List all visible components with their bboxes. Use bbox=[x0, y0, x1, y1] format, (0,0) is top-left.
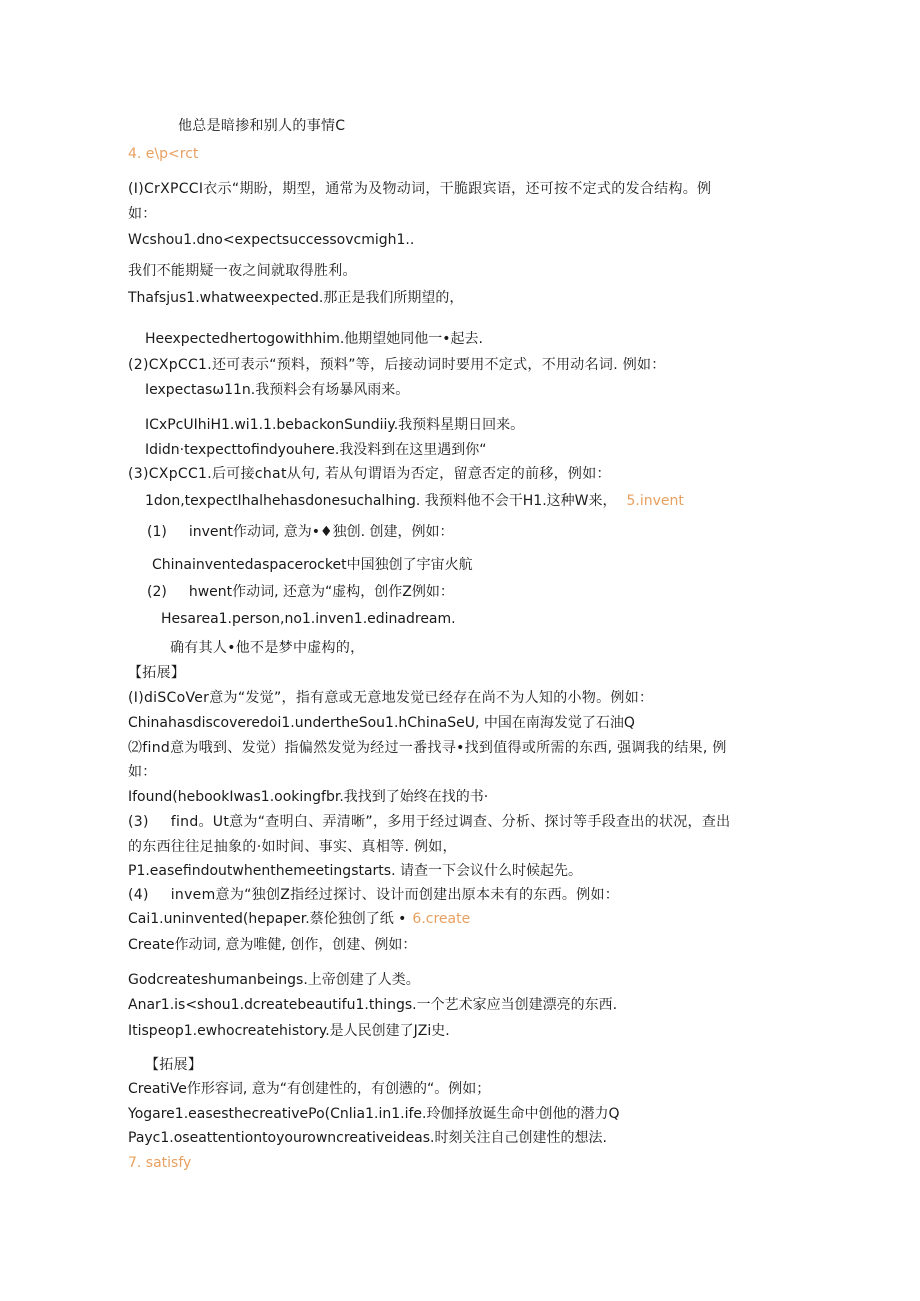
paragraph-line: Create作动词, 意为唯健, 创作，创建、例如： bbox=[128, 937, 417, 953]
example-sentence: Godcreateshumanbeings.上帝创建了人类。 bbox=[128, 972, 420, 988]
numbered-item bbox=[147, 523, 453, 541]
example-sentence: Wcshou1.dno<expectsuccessovcmigh1.. bbox=[128, 232, 415, 248]
example-sentence bbox=[145, 492, 684, 510]
section-heading-create: 6.create bbox=[412, 911, 471, 927]
paragraph-line: (3)CXpCC1.后可接chat从句, 若从句谓语为否定，留意否定的前移，例如： bbox=[128, 466, 611, 482]
example-sentence: Chinainventedaspacerocket中国独创了宇宙火航 bbox=[152, 557, 473, 573]
paragraph-line: CreatiVe作形容词, 意为“有创建性的，有创懑的“。例如； bbox=[128, 1081, 491, 1097]
example-translation: 我们不能期疑一夜之间就取得胜利。 bbox=[128, 263, 357, 279]
example-sentence: Yogare1.easesthecreativePo(Cnlia1.in1.ife.玲伽择放诞生命中创他的潜力Q bbox=[128, 1106, 620, 1122]
example-sentence: P1.easefindoutwhenthemeetingstarts. 请查一下会议什么时候起先。 bbox=[128, 863, 582, 879]
example-translation: 确有其人•他不是梦中虚构的， bbox=[170, 640, 365, 656]
item-text: find。Ut意为“查明白、弄清晰”，多用于经过调查、分析、探讨等手段查出的状况，查出 bbox=[170, 814, 731, 830]
example-sentence: Itispeop1.ewhocreatehistory.是人民创建了JZi史. bbox=[128, 1023, 450, 1039]
example-sentence: Payc1.oseattentiontoyourowncreativeideas.时刻关注自己创建性的想法. bbox=[128, 1130, 607, 1146]
numbered-item bbox=[128, 813, 730, 831]
item-number: (4) bbox=[128, 887, 149, 903]
paragraph-line: (2)CXpCC1.还可表示“预料，预料”等，后接动词时要用不定式，不用动名词. 例如： bbox=[128, 357, 666, 373]
expansion-heading: 【拓展】 bbox=[145, 1057, 203, 1073]
example-sentence: Ifound(hebookIwas1.ookingfbr.我找到了始终在找的书· bbox=[128, 789, 489, 805]
example-sentence: Chinahasdiscoveredoi1.undertheSou1.hChinaSeU, 中国在南海发觉了石油Q bbox=[128, 715, 635, 731]
item-text: invent作动词, 意为•♦独创. 创建，例如： bbox=[188, 524, 454, 540]
paragraph-line: 如： bbox=[128, 764, 157, 780]
example-sentence: ICxPcUIhiH1.wi1.1.bebackonSundiiy.我预料星期日回来。 bbox=[145, 417, 525, 433]
example-sentence: Anar1.is<shou1.dcreatebeautifu1.things.一个艺术家应当创建漂亮的东西. bbox=[128, 997, 618, 1013]
example-text: 1don,texpectIhalhehasdonesuchalhing. 我预料他不会干H1.这种W来， bbox=[145, 493, 617, 509]
paragraph-line: 如： bbox=[128, 206, 157, 222]
section-heading-satisfy: 7. satisfy bbox=[128, 1155, 192, 1171]
paragraph-line: ⑵find意为哦到、发觉）指偏然发觉为经过一番找寻•找到值得或所需的东西, 强调我的结果, 例 bbox=[128, 740, 727, 756]
expansion-heading: 【拓展】 bbox=[128, 665, 186, 681]
section-heading-invent: 5.invent bbox=[626, 493, 684, 509]
example-sentence: Hesarea1.person,no1.inven1.edinadream. bbox=[161, 611, 456, 627]
paragraph-line: (I)diSCoVer意为“发觉”，指有意或无意地发觉已经存在尚不为人知的小物。例如： bbox=[128, 690, 654, 706]
example-sentence: Iexpectasω11n.我预料会有场暴风雨来。 bbox=[145, 382, 410, 398]
example-translation: 他总是暗掺和别人的事情C bbox=[178, 118, 346, 134]
item-number: (2) bbox=[147, 584, 167, 600]
item-number: (3) bbox=[128, 814, 149, 830]
example-sentence: Ididn·texpecttofindyouhere.我没料到在这里遇到你“ bbox=[145, 442, 487, 458]
example-sentence: Heexpectedhertogowithhim.他期望她同他一•起去. bbox=[145, 331, 483, 347]
numbered-item bbox=[128, 886, 619, 904]
example-sentence bbox=[128, 910, 470, 928]
item-text: hwent作动词, 还意为“虚构，创作Z例如： bbox=[188, 584, 454, 600]
example-sentence: Thafsjus1.whatweexpected.那正是我们所期望的， bbox=[128, 290, 464, 306]
section-heading-expect: 4. e\p<rct bbox=[128, 146, 199, 162]
example-text: Cai1.uninvented(hepaper.蔡伦独创了纸 • bbox=[128, 911, 407, 927]
paragraph-line: (I)CrXPCCI衣示“期盼，期型，通常为及物动词，干脆跟宾语，还可按不定式的发合结构。例 bbox=[128, 181, 712, 197]
item-number: (1) bbox=[147, 524, 167, 540]
item-text: invem意为“独创Z指经过探讨、设计而创建出原本未有的东西。例如： bbox=[170, 887, 620, 903]
numbered-item bbox=[147, 583, 454, 601]
paragraph-line: 的东西往往足抽象的·如时间、事实、真相等. 例如， bbox=[128, 839, 457, 855]
